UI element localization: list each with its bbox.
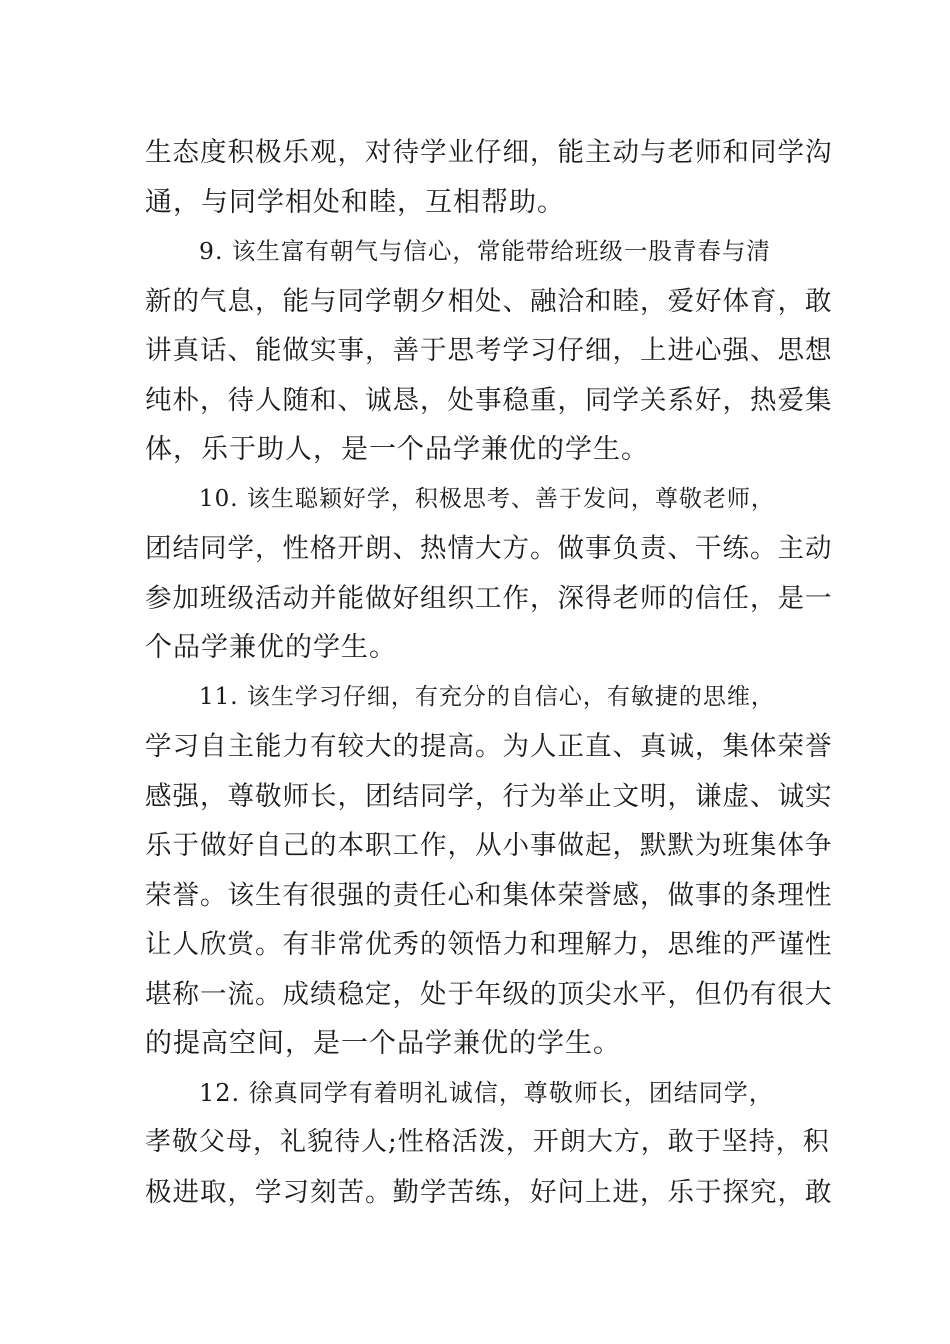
paragraph-item-9 [145, 227, 835, 475]
text-line: 团结同学，性格开朗、热情大方。做事负责、干练。主动 [145, 533, 833, 564]
paragraph-item-11 [145, 673, 835, 1069]
text-line: 11. 该生学习仔细，有充分的自信心，有敏捷的思维， [199, 683, 775, 710]
text-line: 纯朴，待人随和、诚恳，处事稳重，同学关系好，热爱集 [145, 384, 833, 416]
paragraph-item-10 [145, 475, 835, 673]
text-line: 感强，尊敬师长，团结同学，行为举止文明，谦虚、诚实 [145, 780, 833, 812]
text-line: 体，乐于助人，是一个品学兼优的学生。 [145, 434, 649, 465]
text-line: 的提高空间，是一个品学兼优的学生。 [145, 1028, 621, 1059]
text-line: 孝敬父母，礼貌待人;性格活泼，开朗大方，敢于坚持，积 [145, 1127, 830, 1157]
text-line: 参加班级活动并能做好组织工作，深得老师的信任，是一 [145, 582, 833, 614]
text-line: 学习自主能力有较大的提高。为人正直、真诚，集体荣誉 [145, 731, 833, 762]
text-line: 12. 徐真同学有着明礼诚信，尊敬师长，团结同学， [199, 1078, 774, 1107]
text-line: 乐于做好自己的本职工作，从小事做起，默默为班集体争 [145, 830, 833, 861]
text-line: 讲真话、能做实事，善于思考学习仔细，上进心强、思想 [145, 335, 833, 366]
text-line: 9. 该生富有朝气与信心，常能带给班级一股青春与清 [199, 237, 771, 265]
paragraph-continuation [145, 128, 835, 227]
paragraph-item-12 [145, 1069, 835, 1218]
text-line: 极进取，学习刻苦。勤学苦练，好问上进，乐于探究，敢 [145, 1176, 833, 1208]
text-line: 生态度积极乐观，对待学业仔细，能主动与老师和同学沟 [145, 137, 833, 168]
text-line: 个品学兼优的学生。 [145, 632, 397, 663]
text-line: 让人欣赏。有非常优秀的领悟力和理解力，思维的严谨性 [145, 929, 833, 960]
text-line: 新的气息，能与同学朝夕相处、融洽和睦，爱好体育，敢 [145, 285, 833, 317]
document-body [145, 128, 835, 1217]
text-line: 堪称一流。成绩稳定，处于年级的顶尖水平，但仍有很大 [145, 978, 833, 1010]
text-line: 10. 该生聪颖好学，积极思考、善于发问，尊敬老师， [199, 485, 775, 512]
text-line: 荣誉。该生有很强的责任心和集体荣誉感，做事的条理性 [145, 879, 833, 911]
text-line: 通，与同学相处和睦，互相帮助。 [145, 186, 565, 218]
